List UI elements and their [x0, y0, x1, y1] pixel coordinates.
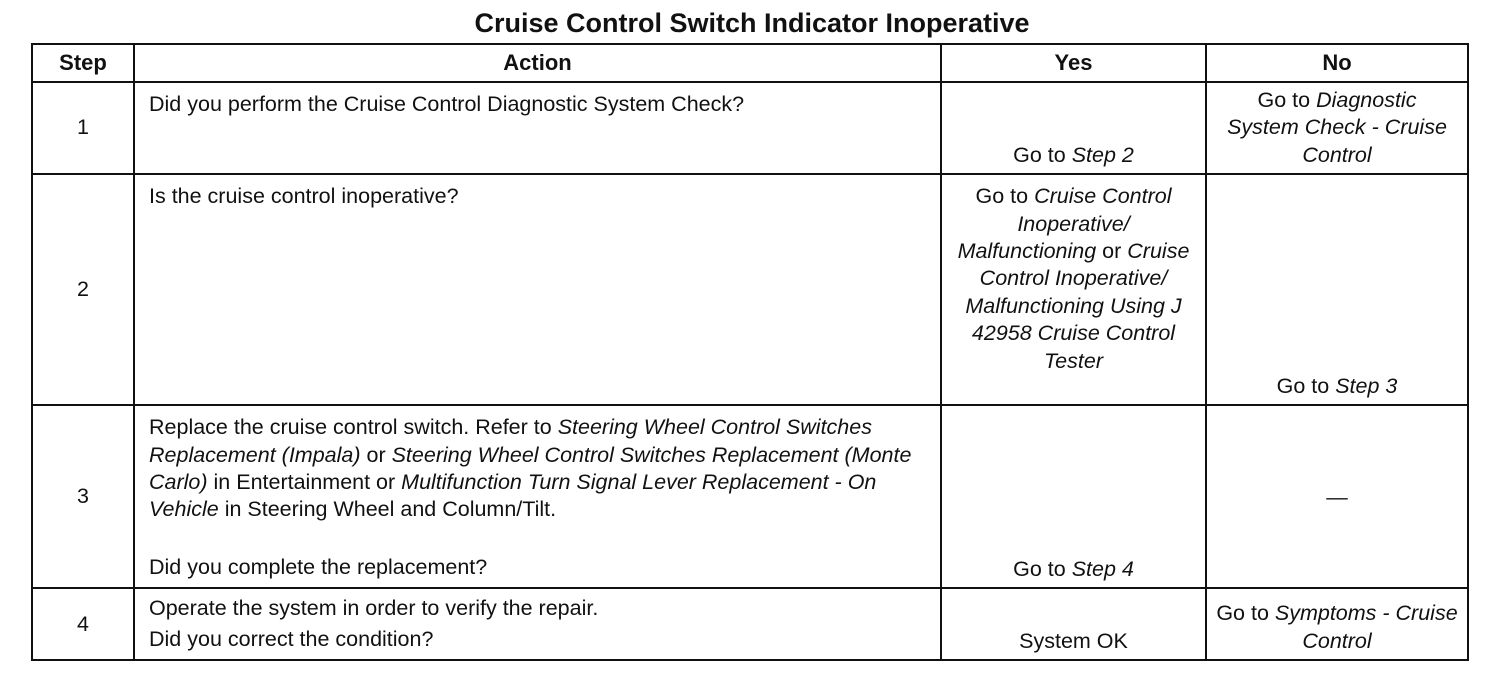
action-instructions [149, 414, 932, 524]
action-text: in Steering Wheel and Column/Tilt. [218, 497, 557, 522]
step-number: 1 [32, 82, 134, 174]
action-link-impala[interactable]: Steering Wheel Control Switches Replacement (Impala) [149, 415, 872, 467]
yes-link[interactable]: Step 4 [1071, 556, 1134, 581]
action-link-turn-signal[interactable]: Multifunction Turn Signal Lever Replacement - On Vehicle [149, 470, 877, 522]
action-question: Did you correct the condition? [149, 626, 434, 651]
header-yes: Yes [941, 44, 1206, 82]
table-row [32, 82, 1468, 174]
no-prefix: Go to [1216, 601, 1275, 626]
diagnostic-table [31, 43, 1469, 661]
page-title: Cruise Control Switch Indicator Inoperative [474, 8, 1030, 38]
step-number: 4 [32, 588, 134, 660]
action-link-monte-carlo[interactable]: Steering Wheel Control Switches Replacement (Monte Carlo) [149, 442, 912, 495]
no-cell [1206, 174, 1468, 405]
action-question: Is the cruise control inoperative? [149, 184, 459, 209]
no-link[interactable]: Step 3 [1335, 373, 1398, 398]
no-prefix: Go to [1257, 88, 1317, 112]
yes-cell [941, 588, 1206, 660]
header-step: Step [32, 44, 134, 82]
header-action: Action [134, 44, 941, 82]
yes-prefix: Go to [1013, 142, 1072, 167]
yes-link-tester[interactable]: Cruise Control Inoperative/ Malfunctioning Using J 42958 Cruise Control Tester [965, 239, 1190, 373]
no-link[interactable]: Symptoms - Cruise Control [1274, 601, 1458, 653]
step-number: 2 [32, 174, 134, 405]
yes-cell [941, 174, 1206, 405]
action-question: Did you perform the Cruise Control Diagnostic System Check? [149, 92, 745, 116]
no-cell [1206, 588, 1468, 660]
yes-text: System OK [1019, 628, 1128, 653]
yes-link[interactable]: Step 2 [1071, 142, 1134, 167]
no-link[interactable]: Diagnostic System Check - Cruise Control [1227, 88, 1447, 167]
action-text: Replace the cruise control switch. Refer to [149, 415, 558, 440]
action-text: or [360, 442, 392, 467]
yes-cell [941, 82, 1206, 174]
action-text: in Entertainment or [207, 470, 402, 495]
action-cell [134, 82, 941, 174]
action-cell [134, 588, 941, 660]
table-row [32, 588, 1468, 660]
yes-prefix: Go to [1013, 556, 1072, 581]
step-number: 3 [32, 405, 134, 588]
table-row [32, 405, 1468, 588]
no-cell [1206, 82, 1468, 174]
no-cell [1206, 405, 1468, 588]
yes-link-inoperative[interactable]: Cruise Control Inoperative/ Malfunctioning [957, 184, 1172, 264]
no-prefix: Go to [1276, 373, 1336, 398]
action-question: Did you complete the replacement? [149, 554, 488, 579]
header-no: No [1206, 44, 1468, 82]
header-row [32, 44, 1468, 82]
table-row [32, 174, 1468, 405]
no-dash: — [1326, 485, 1348, 510]
yes-prefix: Go to [975, 184, 1035, 209]
yes-cell [941, 405, 1206, 588]
action-text: Operate the system in order to verify the repair. [149, 596, 599, 621]
action-cell [134, 405, 941, 588]
yes-conjunction: or [1096, 239, 1128, 264]
action-cell [134, 174, 941, 405]
